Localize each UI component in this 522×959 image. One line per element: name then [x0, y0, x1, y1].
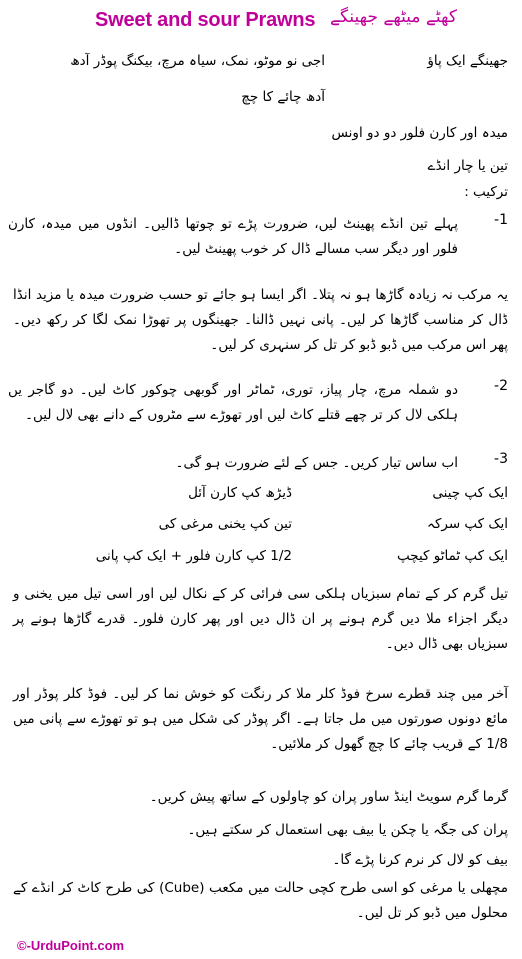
method-paragraph: بیف کو لال کر نرم کرنا پڑے گا۔ — [332, 852, 508, 868]
step-number: -1 — [494, 212, 508, 228]
method-paragraph: آخر میں چند قطرے سرخ فوڈ کلر ملا کر رنگت کو خوش نما کر لیں۔ فوڈ کلر پوڈر اور مائع دونوں صورتوں میں مل جاتا ہے۔ اگر پوڈر کی شکل میں ہو تو تھوڑے سے پانی میں 1/8 کے قریب چائے کا چچ گھول کر ملائیں۔ — [13, 686, 508, 752]
page-title-urdu: کھٹے میٹھے جھینگے — [330, 7, 457, 27]
sauce-item: تین کپ یخنی مرغی کی — [158, 516, 292, 532]
step-3 — [8, 451, 508, 476]
method-paragraph: مچھلی یا مرغی کو اسی طرح کچی حالت میں مکعب (Cube) کی طرح کاٹ کر انڈے کے محلول میں ڈبو کر تل لیں۔ — [13, 880, 508, 921]
sauce-row — [0, 548, 522, 570]
step-text: اب ساس تیار کریں۔ جس کے لئے ضرورت ہو گی۔ — [175, 455, 458, 471]
step-number: -3 — [494, 451, 508, 467]
ingredient-prawns: جھینگے ایک پاؤ — [427, 53, 508, 69]
sauce-item: ایک کپ ٹماٹو کیچپ — [396, 548, 508, 564]
sauce-row — [0, 516, 522, 538]
step-1 — [8, 212, 508, 272]
sauce-row — [0, 485, 522, 507]
sauce-item: ڈیڑھ کپ کارن آئل — [188, 485, 292, 501]
ingredient-seasonings: اجی نو موٹو، نمک، سیاہ مرچ، بیکنگ پوڈر آدھ — [70, 53, 325, 69]
batter-paragraph: یہ مرکب نہ زیادہ گاڑھا ہو نہ پتلا۔ اگر ایسا ہو جائے تو حسب ضرورت میدہ یا مزید انڈا ڈال کر مناسب گاڑھا کر لیں۔ پانی نہیں ڈالنا۔ جھینگوں پر تھوڑا نمک لگا کر رکھ دیں۔ پھر اس مرکب میں ڈبو ڈبو کر تل کر سنہری کر لیں۔ — [13, 287, 508, 353]
ingredient-eggs: تین یا چار انڈے — [427, 158, 508, 174]
method-paragraph: پران کی جگہ یا چکن یا بیف بھی استعمال کر سکتے ہیں۔ — [187, 822, 508, 838]
step-text: پہلے تین انڈے پھینٹ لیں، ضرورت پڑے تو چوتھا ڈالیں۔ انڈوں میں میدہ، کارن فلور اور دیگر سب مسالے ڈال کر خوب پھینٹ لیں۔ — [8, 216, 458, 257]
method-paragraph: تیل گرم کر کے تمام سبزیاں ہلکی سی فرائی کر کے نکال لیں اور اسی تیل میں یخنی و دیگر اجزاء ملا دیں گرم ہونے پر ان ڈال دیں اور پھر کارن فلور۔ قدرے گاڑھا ہونے پر سبزیاں بھی ڈال دیں۔ — [13, 586, 508, 652]
ingredient-seasonings-cont: آدھ چائے کا چچ — [241, 89, 325, 105]
method-paragraph: گرما گرم سویٹ اینڈ ساور پران کو چاولوں کے ساتھ پیش کریں۔ — [149, 789, 508, 805]
ingredient-flour: میدہ اور کارن فلور دو دو اونس — [331, 125, 508, 141]
sauce-item: ایک کپ چینی — [432, 485, 508, 501]
sauce-item: ایک کپ سرکہ — [427, 516, 508, 532]
page-title-english: Sweet and sour Prawns — [95, 9, 316, 31]
site-credit: ©-UrduPoint.com — [17, 938, 125, 953]
step-2 — [8, 378, 508, 438]
step-number: -2 — [494, 378, 508, 394]
method-heading: ترکیب : — [464, 184, 508, 200]
sauce-item: 1/2 کپ کارن فلور + ایک کپ پانی — [95, 548, 292, 564]
step-text: دو شملہ مرچ، چار پیاز، توری، ٹماٹر اور گوبھی چوکور کاٹ لیں۔ دو گاجر یں ہلکی لال کر تر چھے قتلے کاٹ لیں اور تھوڑے سے مٹروں کے دانے بھی لال لیں۔ — [8, 382, 458, 423]
